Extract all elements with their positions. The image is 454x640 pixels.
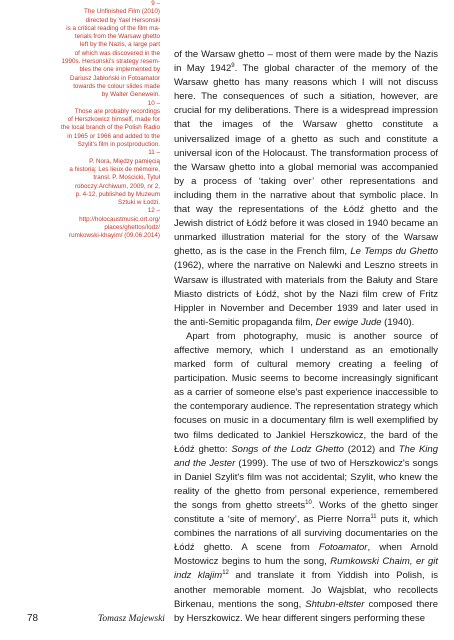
italic-title: Fotoamator [318, 542, 368, 554]
footnote-line: Dariusz Jabłoński in Fotoamator [70, 74, 160, 82]
text-run: puts it, which combines the narrations of all surviving documentaries on the Łódź ghetto. A scene from [174, 514, 438, 554]
footnote-line: transl. P. Mościcki, Tytuł [93, 174, 160, 182]
text-run: of the Warsaw ghetto – most of them were made by the Nazis in May 1942 [174, 49, 438, 75]
text-run: (1962), where the narrative on Nalewki and Leszno streets in Warsaw is illustrated with materials from the Bałuty and Stare Miasto districts of Łódź, shot by the Nazi film crew of Fritz Hippler in November and December 1939 and later used in the anti-Semitic propaganda film, [174, 260, 438, 328]
footnote-line: of Herszkowicz himself, made for [67, 116, 160, 124]
footnote-line: Those are probably recordings [74, 107, 160, 115]
text-run: and translate it from Yiddish into Polish, is another memorable moment. Jo Wajsblat, who recollects Birkenau, mentions the song, [174, 570, 438, 610]
italic-title: Der ewige Jude [315, 316, 382, 328]
main-text [174, 48, 438, 626]
text-run: composed there by Herszkowicz. We hear different singers performing these [174, 598, 438, 624]
italic-title: Songs of the Lodz Ghetto [231, 443, 344, 455]
text-run: (2012) and [343, 443, 399, 455]
footnote-line: Sztuki w Łodzi. [118, 199, 160, 207]
text-run: (1940). [381, 316, 415, 328]
footnote-12 [4, 207, 160, 240]
footnote-line: P. Nora, Między pamięcią [89, 157, 160, 165]
footnote-line: in 1965 or 1966 and added to the [67, 132, 160, 140]
footnote-ref: 9 [231, 62, 235, 69]
paragraph-1 [174, 48, 438, 330]
footnote-line: 1990s. Hersonski's strategy resem- [61, 58, 160, 66]
paragraph-2 [174, 330, 438, 626]
footnote-line: towards the colour slides made [73, 82, 160, 90]
footnote-10 [4, 100, 160, 150]
footnote-line: the local branch of the Polish Radio [60, 124, 160, 132]
footnote-line: of which was discovered in the [74, 49, 160, 57]
text-run: . The global character of the memory of the Warsaw ghetto has many reasons which I will not discuss here. The consequences of such a sitiation, however, are crucial for my deliberations. There is a widespread impression that the images of the Warsaw ghetto constitute a universalized image of a ghetto as such and constitute a universal icon of the Holocaust. The transformation process of the Warsaw ghetto into a global memorial was accompanied by a process of ‘taking over’ other representations and including them in the narrative about that symbolic place. In that way the representations of the Łódź ghetto and the Jewish district of Łódź before it was closed in 1940 became an unmarked illustration material for the story of the Warsaw ghetto, as is the case in the French film, [174, 63, 438, 258]
footnote-line: is a critical reading of the film ma- [66, 24, 160, 32]
footnote-ref: 11 [370, 513, 377, 520]
footnote-line: http://holocaustmusic.ort.org/ [79, 215, 160, 223]
footnote-ref: 12 [222, 570, 229, 577]
margin-notes [4, 0, 160, 241]
text-run: Apart from photography, music is another source of affective memory, which I understand as an emotionally marked form of cultural memory creating a feeling of participation. Music seems to become increasingly significant as a carrier of someone else's past experience inaccessible to the contemporary audience. The representation strategy which focuses on music in a documentary film is well exemplified by two films dedicated to Jankiel Herszkowicz, the bard of the Łódź ghetto: [174, 330, 438, 455]
footnote-line: The Unfinished Film (2010) [84, 8, 160, 16]
footnote-line: a historią: Les lieux de mémoire, [69, 165, 160, 173]
footnote-ref: 10 [305, 499, 312, 506]
footnote-line: directed by Yael Hersonski [85, 16, 160, 24]
footnote-line: Szylit's film in postproduction. [77, 141, 160, 149]
italic-title: Rumkowski Chaim, er git indz klajim [174, 556, 438, 582]
italic-title: The King and the Jester [174, 443, 438, 469]
footnote-number: 9 – [151, 0, 160, 7]
footnote-number: 11 – [148, 149, 160, 157]
footnote-number: 10 – [147, 99, 160, 107]
footnote-line: by Walter Genewein. [101, 91, 160, 99]
footnote-number: 12 – [147, 207, 160, 215]
footnote-11 [4, 149, 160, 207]
italic-title: Le Temps du Ghetto [350, 246, 439, 258]
footnote-line: terials from the Warsaw ghetto [74, 33, 160, 41]
text-run: (1999). The use of two of Herszkowicz's songs in Daniel Szylit's film was not accidental; Szylit, who knew the reality of the ghetto from personal experience, remembered the songs from ghetto streets [174, 457, 438, 511]
italic-title: Shtubn-eltster [305, 598, 365, 610]
footnote-line: rumkowski-khayim/ (09.06.2014) [69, 232, 160, 240]
text-run: . Works of the ghetto singer constitute a ‘site of memory’, as Pierre Norra [174, 500, 438, 526]
footnote-line: left by the Nazis, a large part [79, 41, 160, 49]
running-author: Tomasz Majewski [98, 614, 165, 624]
footnote-line: roboczy:Archiwum, 2009, nr 2, [74, 182, 160, 190]
footnote-line: p. 4-12, published by Muzeum [75, 190, 160, 198]
footnote-line: bles the one implemented by [79, 66, 160, 74]
page-number: 78 [27, 613, 39, 624]
footnote-line: places/ghettos/lodz/ [104, 224, 160, 232]
text-run: , when Arnold Mostowicz begins to hum the song, [174, 542, 438, 568]
footnote-9 [4, 0, 160, 100]
